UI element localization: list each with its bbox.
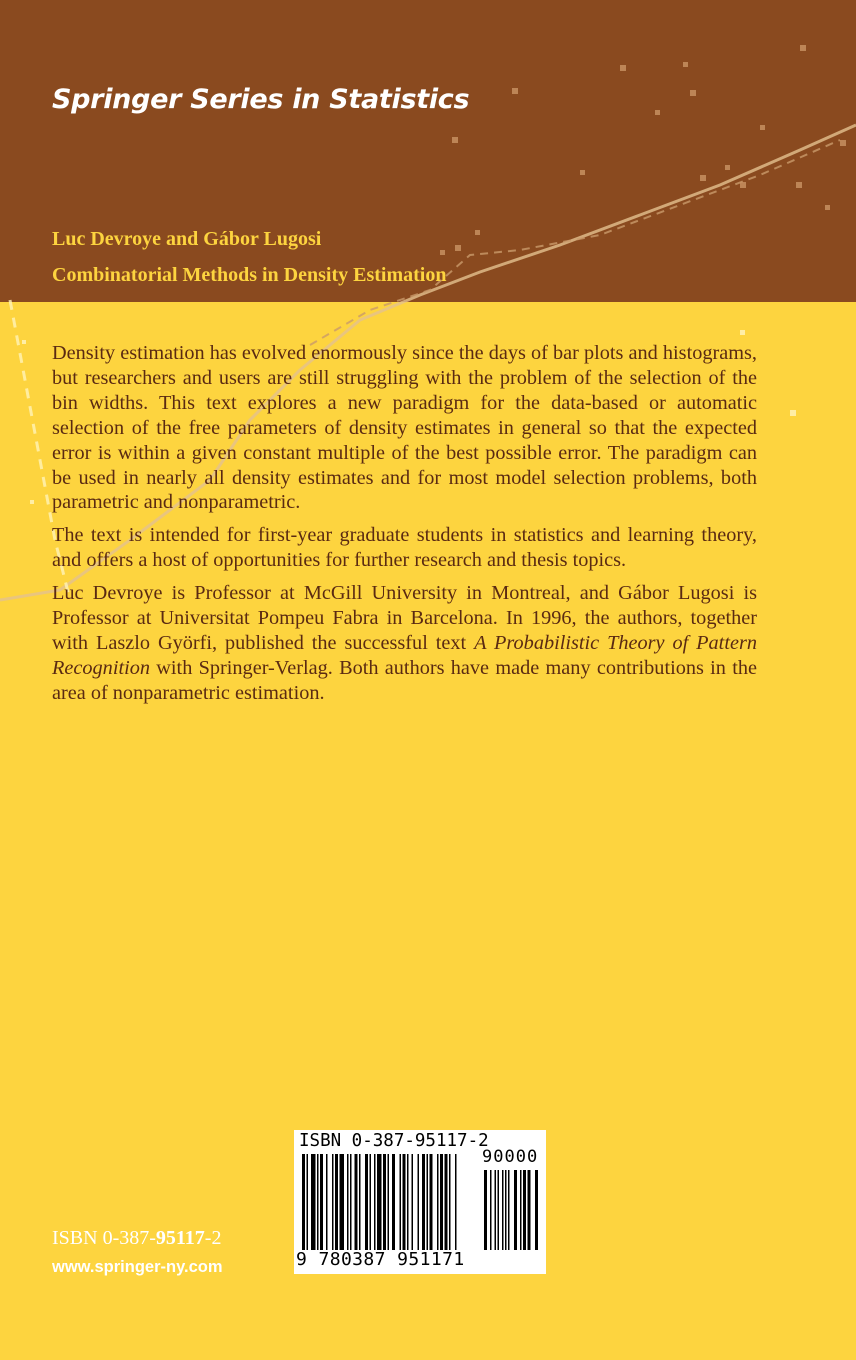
barcode-bar xyxy=(347,1154,349,1250)
barcode-bar xyxy=(430,1154,433,1250)
barcode-bar xyxy=(302,1154,305,1250)
book-authors: Luc Devroye and Gábor Lugosi xyxy=(52,228,322,250)
barcode-bar xyxy=(440,1154,443,1250)
barcode-bar xyxy=(445,1154,448,1250)
barcode-addon-digits: 90000 xyxy=(482,1147,539,1167)
barcode-bar xyxy=(307,1154,309,1250)
bio-text: Luc Devroye is Professor at McGill University in Montreal, and Gábor Lugosi is Professor at Universitat Pompeu Fabra in Barcelona. In 1996, the authors, together with Laszlo Györfi, published the successful text xyxy=(52,582,757,654)
barcode-bar xyxy=(418,1154,420,1250)
barcode-bar xyxy=(400,1154,402,1250)
barcode-addon-bar xyxy=(520,1170,522,1250)
publisher-url: www.springer-ny.com xyxy=(52,1258,223,1276)
header-band xyxy=(0,0,856,302)
barcode-bar xyxy=(377,1154,382,1250)
bio-book-title: A Probabilistic Theory of Pattern Recognition xyxy=(52,631,757,679)
barcode-bar xyxy=(427,1154,429,1250)
barcode-bar xyxy=(449,1154,451,1250)
barcode-bar xyxy=(311,1154,316,1250)
barcode-bar xyxy=(335,1154,338,1250)
barcode-bar xyxy=(392,1154,395,1250)
barcode-bar xyxy=(370,1154,372,1250)
isbn-label xyxy=(52,1227,221,1250)
barcode-bar xyxy=(326,1154,328,1250)
bio-text: with Springer-Verlag. Both authors have made many contributions in the area of nonparametric estimation. xyxy=(52,656,757,704)
barcode-isbn-label: ISBN 0-387-95117-2 xyxy=(299,1131,489,1151)
barcode xyxy=(294,1130,546,1274)
barcode-bar xyxy=(340,1154,345,1250)
barcode-bar xyxy=(403,1154,406,1250)
description-paragraph: The text is intended for first-year graduate students in statistics and learning theory, and offers a host of opportunities for further research and thesis topics. xyxy=(52,524,757,572)
barcode-addon-bar xyxy=(508,1170,510,1250)
barcode-addon-bar xyxy=(502,1170,504,1250)
barcode-addon-bar xyxy=(505,1170,507,1250)
isbn-bold: 95117 xyxy=(155,1227,205,1249)
barcode-bar xyxy=(437,1154,439,1250)
author-bio-paragraph xyxy=(52,581,757,706)
barcode-addon-bar xyxy=(528,1170,531,1250)
barcode-addon-bar xyxy=(523,1170,526,1250)
book-description xyxy=(52,341,757,714)
isbn-prefix: ISBN 0-387- xyxy=(52,1227,156,1249)
barcode-bar xyxy=(350,1154,352,1250)
barcode-bar xyxy=(422,1154,425,1250)
barcode-addon-bar xyxy=(495,1170,497,1250)
description-paragraph: Density estimation has evolved enormously since the days of bar plots and histograms, but researchers and users are still struggling with the problem of the selection of the bin widths. This text explores a new paradigm for the data-based or automatic selection of the free parameters of density estimates in general so that the expected error is within a given constant multiple of the best possible error. The paradigm can be used in nearly all density estimates and for most model selection problems, both parametric and nonparametric. xyxy=(52,342,757,514)
barcode-addon-bar xyxy=(484,1170,487,1250)
barcode-bar xyxy=(374,1154,376,1250)
barcode-addon-bar xyxy=(490,1170,492,1250)
barcode-bar xyxy=(320,1154,323,1250)
barcode-bar xyxy=(332,1154,334,1250)
book-title: Combinatorial Methods in Density Estimation xyxy=(52,264,447,286)
barcode-bar xyxy=(412,1154,414,1250)
series-title: Springer Series in Statistics xyxy=(52,84,470,115)
isbn-suffix: -2 xyxy=(204,1227,222,1249)
barcode-bar xyxy=(455,1154,457,1250)
barcode-bar xyxy=(388,1154,390,1250)
barcode-bar xyxy=(365,1154,368,1250)
barcode-bar xyxy=(359,1154,361,1250)
barcode-bar xyxy=(355,1154,358,1250)
barcode-addon-bar xyxy=(535,1170,538,1250)
barcode-bar xyxy=(407,1154,409,1250)
barcode-bar xyxy=(317,1154,319,1250)
barcode-ean-digits: 9 780387 951171 xyxy=(296,1249,465,1270)
barcode-bar xyxy=(383,1154,386,1250)
barcode-addon-bar xyxy=(514,1170,517,1250)
barcode-addon-bar xyxy=(498,1170,500,1250)
